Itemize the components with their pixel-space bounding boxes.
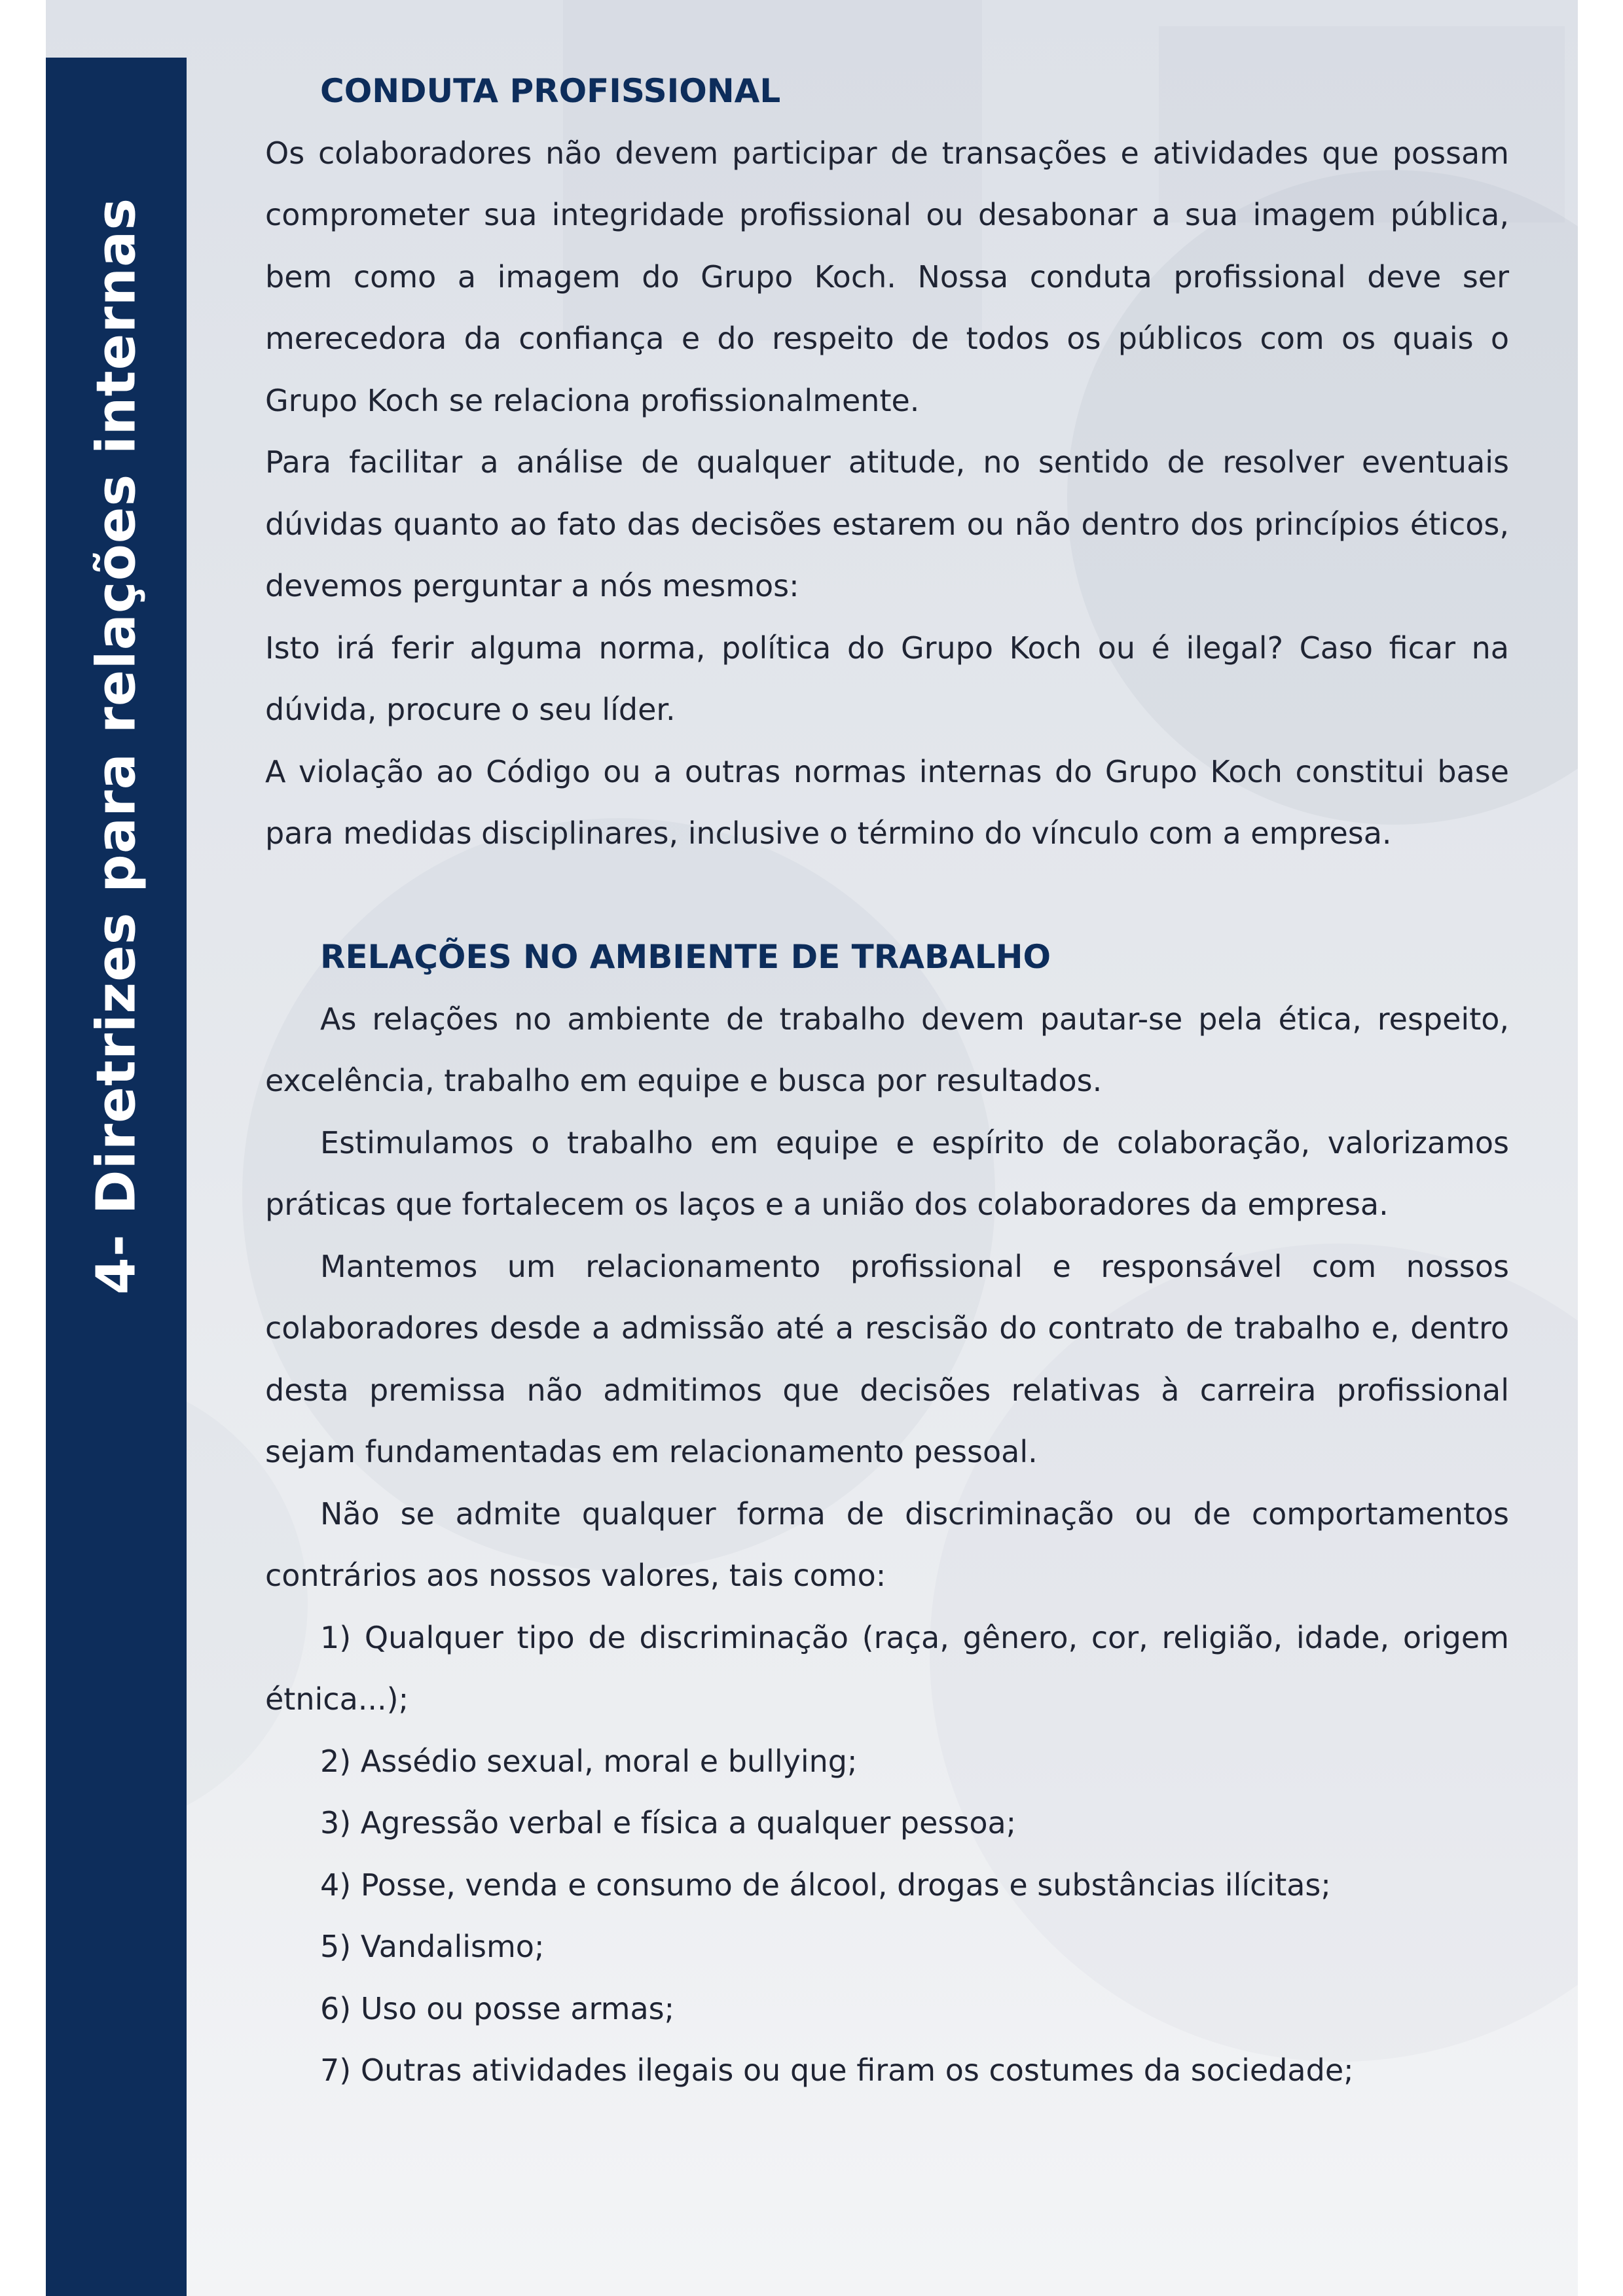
- paragraph: Os colaboradores não devem participar de transações e atividades que possam comprometer sua integridade profissional ou desabonar a sua imagem pública, bem como a imagem do Grupo Koch. Nossa conduta profissional deve ser merecedora da confiança e do respeito de todos os públicos com os quais o Grupo Koch se relaciona profissionalmente.: [265, 135, 1509, 418]
- list-item: 1) Qualquer tipo de discriminação (raça, gênero, cor, religião, idade, origem étnica...);: [265, 1619, 1509, 1717]
- paragraph: Isto irá ferir alguma norma, política do Grupo Koch ou é ilegal? Caso ficar na dúvida, procure o seu líder.: [265, 630, 1509, 727]
- paragraph: A violação ao Código ou a outras normas internas do Grupo Koch constitui base para medidas disciplinares, inclusive o término do vínculo com a empresa.: [265, 753, 1509, 851]
- paragraph: Para facilitar a análise de qualquer atitude, no sentido de resolver eventuais dúvidas quanto ao fato das decisões estarem ou não dentro dos princípios éticos, devemos perguntar a nós mesmos:: [265, 444, 1509, 603]
- paragraph: Não se admite qualquer forma de discriminação ou de comportamentos contrários aos nossos valores, tais como:: [265, 1496, 1509, 1593]
- list-item: 2) Assédio sexual, moral e bullying;: [320, 1743, 858, 1779]
- list-item: 7) Outras atividades ilegais ou que firam os costumes da sociedade;: [320, 2053, 1354, 2088]
- list-item: 3) Agressão verbal e física a qualquer pessoa;: [320, 1805, 1017, 1840]
- document-body: [265, 60, 1509, 2102]
- paragraph: Mantemos um relacionamento profissional e responsável com nossos colaboradores desde a admissão até a rescisão do contrato de trabalho e, dentro desta premissa não admitimos que decisões relativas à carreira profissional sejam fundamentadas em relacionamento pessoal.: [265, 1248, 1509, 1469]
- section-heading-conduta: CONDUTA PROFISSIONAL: [320, 72, 781, 110]
- list-item: 6) Uso ou posse armas;: [320, 1990, 675, 2026]
- list-item: 4) Posse, venda e consumo de álcool, drogas e substâncias ilícitas;: [320, 1867, 1331, 1903]
- section-title: 4- Diretrizes para relações internas: [85, 197, 148, 1295]
- section-heading-relacoes: RELAÇÕES NO AMBIENTE DE TRABALHO: [320, 938, 1051, 976]
- paragraph: Estimulamos o trabalho em equipe e espírito de colaboração, valorizamos práticas que fortalecem os laços e a união dos colaboradores da empresa.: [265, 1124, 1509, 1222]
- paragraph: As relações no ambiente de trabalho devem pautar-se pela ética, respeito, excelência, trabalho em equipe e busca por resultados.: [265, 1001, 1509, 1098]
- list-item: 5) Vandalismo;: [320, 1929, 545, 1964]
- section-spacer: [265, 865, 1509, 927]
